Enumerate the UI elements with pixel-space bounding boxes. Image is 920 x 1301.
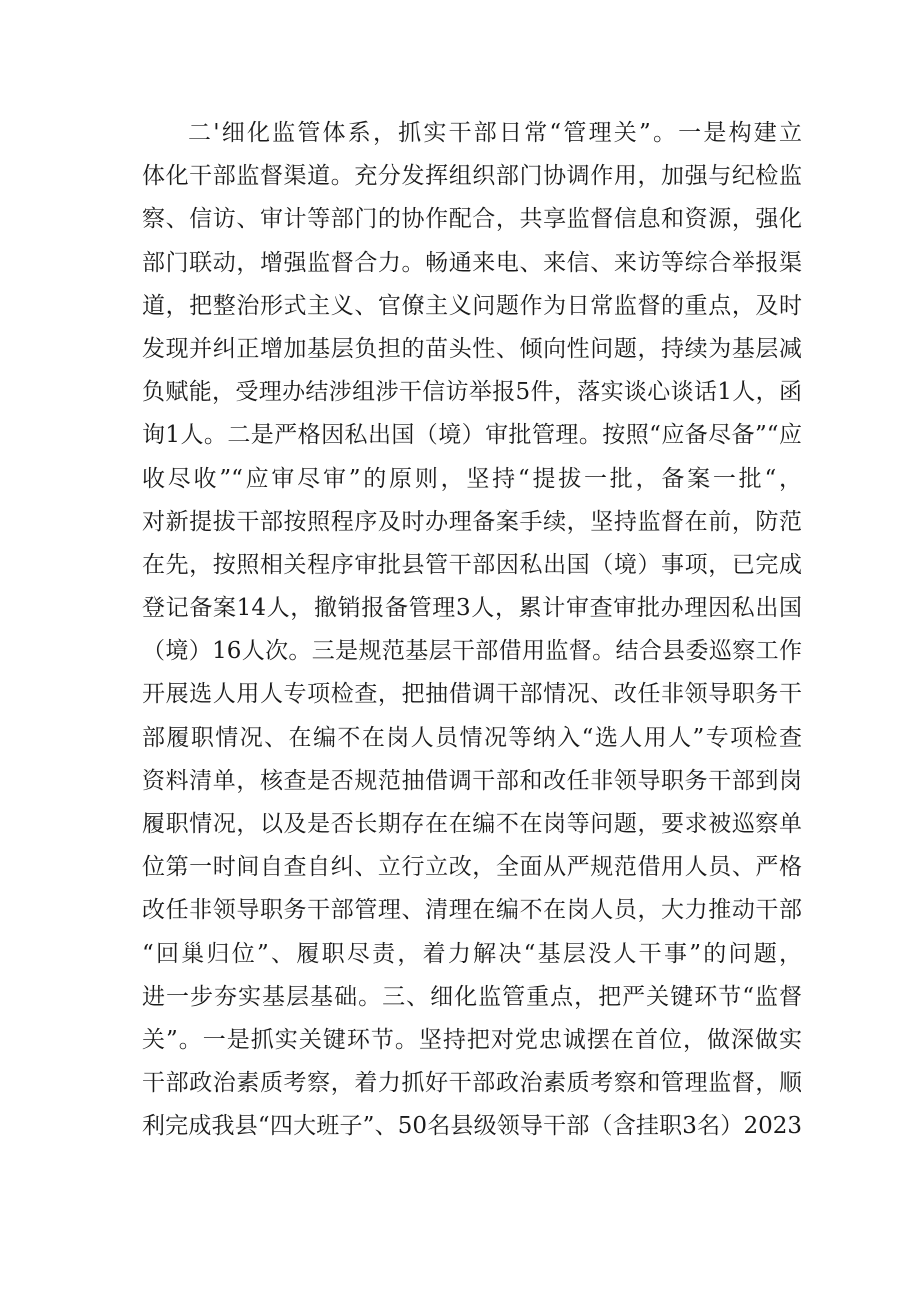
- text-line: 资料清单，核查是否规范抽借调干部和改任非领导职务干部到岗: [142, 767, 802, 794]
- text-line: 登记备案14人，撤销报备管理3人，累计审查审批办理因私出国: [142, 595, 802, 622]
- text-line: 履职情况，以及是否长期存在在编不在岗等问题，要求被巡察单: [142, 811, 802, 837]
- text-line: 位第一时间自查自纠、立行立改，全面从严规范借用人员、严格: [142, 854, 802, 881]
- text-line: 询1人。二是严格因私出国（境）审批管理。按照“应备尽备”“应: [142, 422, 802, 449]
- text-line: 利完成我县“四大班子”、50名县级领导干部（含挂职3名）2023: [142, 1113, 802, 1140]
- text-line: 发现并纠正增加基层负担的苗头性、倾向性问题，持续为基层减: [142, 335, 802, 362]
- text-line: 进一步夯实基层基础。三、细化监管重点，把严关键环节“监督: [142, 983, 802, 1010]
- text-line: 改任非领导职务干部管理、清理在编不在岗人员，大力推动干部: [142, 897, 802, 924]
- text-line: 干部政治素质考察，着力抓好干部政治素质考察和管理监督，顺: [142, 1070, 802, 1097]
- text-line: 二'细化监管体系，抓实干部日常“管理关”。一是构建立: [188, 120, 802, 146]
- body-paragraph: [142, 112, 802, 1149]
- text-line: 部门联动，增强监督合力。畅通来电、来信、来访等综合举报渠: [142, 249, 802, 276]
- text-line: 负赋能，受理办结涉组涉干信访举报5件，落实谈心谈话1人，函: [142, 379, 802, 406]
- text-line: 部履职情况、在编不在岗人员情况等纳入“选人用人”专项检查: [142, 724, 802, 751]
- text-line: （境）16人次。三是规范基层干部借用监督。结合县委巡察工作: [142, 638, 802, 665]
- text-line: 道，把整治形式主义、官僚主义问题作为日常监督的重点，及时: [142, 292, 802, 319]
- text-line: 收尽收”“应审尽审”的原则，坚持“提拔一批，备案一批“，: [142, 465, 802, 492]
- text-line: 开展选人用人专项检查，把抽借调干部情况、改任非领导职务干: [142, 681, 802, 708]
- text-line: 关”。一是抓实关键环节。坚持把对党忠诚摆在首位，做深做实: [142, 1026, 802, 1053]
- text-line: 察、信访、审计等部门的协作配合，共享监督信息和资源，强化: [142, 206, 802, 233]
- text-line: 对新提拔干部按照程序及时办理备案手续，坚持监督在前，防范: [142, 508, 802, 535]
- text-line: 体化干部监督渠道。充分发挥组织部门协调作用，加强与纪检监: [142, 163, 802, 190]
- text-line: “回巢归位”、履职尽责，着力解决“基层没人干事”的问题，: [142, 940, 802, 967]
- text-line: 在先，按照相关程序审批县管干部因私出国（境）事项，已完成: [142, 551, 802, 578]
